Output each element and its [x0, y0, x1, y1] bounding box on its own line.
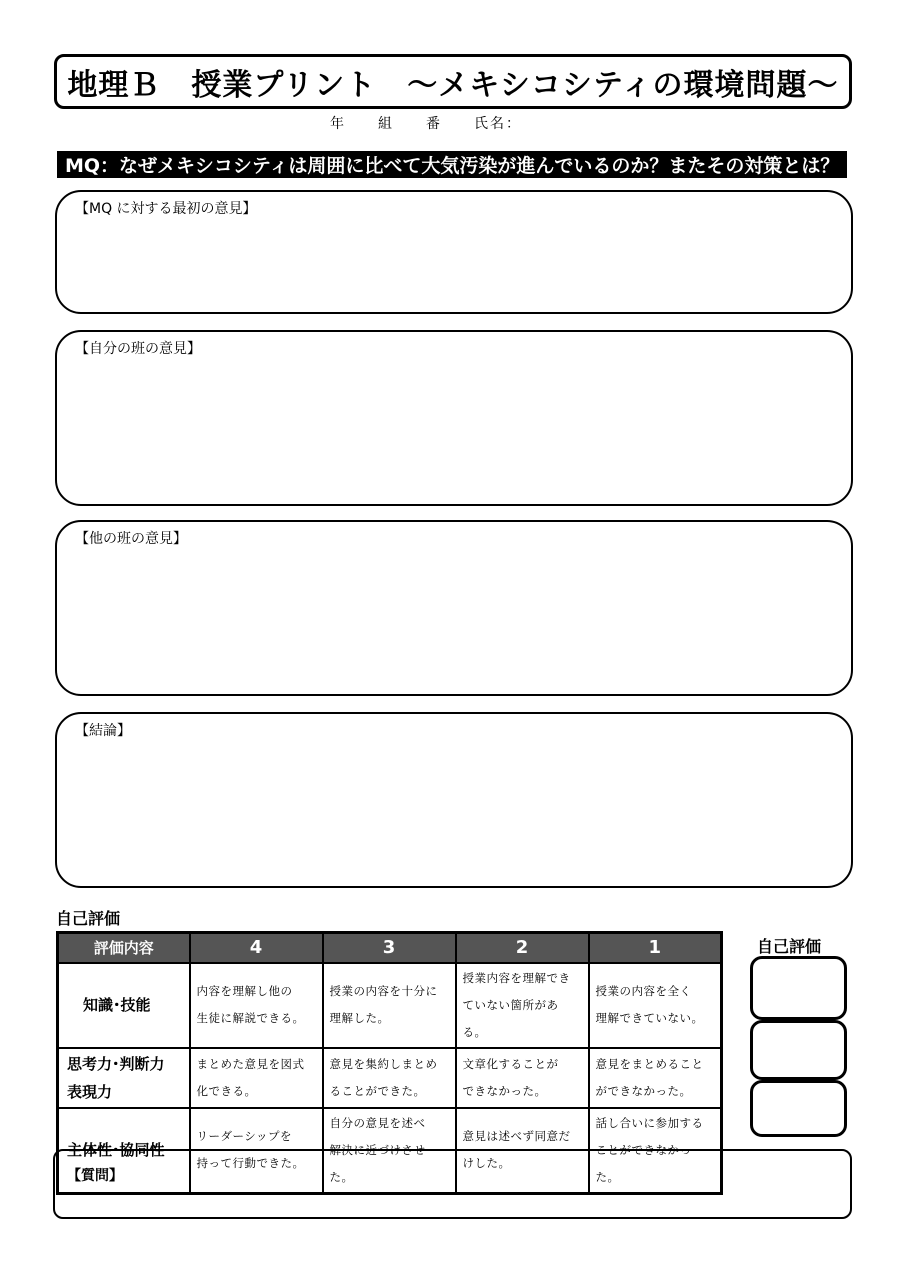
other-group-opinion-label: 【他の班の意見】	[75, 531, 187, 547]
group-opinion-box[interactable]	[55, 330, 853, 506]
rubric-cell: 授業の内容を全く 理解できていない。	[589, 963, 722, 1048]
self-evaluation-heading: 自己評価	[56, 909, 121, 928]
self-score-box-thinking[interactable]	[750, 1020, 847, 1080]
rubric-cell: 内容を理解し他の 生徒に解説できる。	[190, 963, 323, 1048]
rubric-cell: 話し合いに参加する ことができなかった。	[589, 1108, 722, 1194]
rubric-cell: 自分の意見を述べ 解決に近づけさせた。	[323, 1108, 456, 1194]
rubric-cell: 授業の内容を十分に 理解した。	[323, 963, 456, 1048]
worksheet-title: 地理Ｂ 授業プリント ～メキシコシティの環境問題～	[54, 54, 852, 109]
rubric-cell: 文章化することが できなかった。	[456, 1048, 589, 1108]
question-box[interactable]	[53, 1149, 852, 1219]
rubric-row-knowledge	[58, 963, 722, 1048]
rubric-cell: 意見は述べず同意だ けした。	[456, 1108, 589, 1194]
initial-opinion-box[interactable]	[55, 190, 853, 314]
rubric-criterion: 知識･技能	[58, 963, 190, 1048]
rubric-cell: 意見をまとめること ができなかった。	[589, 1048, 722, 1108]
initial-opinion-label: 【MQ に対する最初の意見】	[75, 201, 257, 217]
rubric-header-level-4: 4	[190, 933, 323, 963]
rubric-cell: リーダーシップを 持って行動できた。	[190, 1108, 323, 1194]
rubric-cell: 意見を集約しまとめ ることができた。	[323, 1048, 456, 1108]
rubric-criterion: 主体性･協同性	[58, 1108, 190, 1194]
self-score-label: 自己評価	[757, 937, 822, 956]
conclusion-label: 【結論】	[75, 723, 131, 739]
rubric-header-level-2: 2	[456, 933, 589, 963]
group-opinion-label: 【自分の班の意見】	[75, 341, 201, 357]
rubric-cell: まとめた意見を図式 化できる。	[190, 1048, 323, 1108]
other-group-opinion-box[interactable]	[55, 520, 853, 696]
rubric-header-level-1: 1	[589, 933, 722, 963]
question-label: 【質問】	[67, 1168, 123, 1184]
main-question-bar: MQ：なぜメキシコシティは周囲に比べて大気汚染が進んでいるのか？またその対策とは？	[57, 151, 847, 178]
rubric-cell: 授業内容を理解でき ていない箇所がある。	[456, 963, 589, 1048]
rubric-header-level-3: 3	[323, 933, 456, 963]
conclusion-box[interactable]	[55, 712, 853, 888]
rubric-row-thinking	[58, 1048, 722, 1108]
rubric-header-row	[58, 933, 722, 963]
rubric-header-criteria: 評価内容	[58, 933, 190, 963]
self-score-box-initiative[interactable]	[750, 1080, 847, 1137]
rubric-criterion: 思考力･判断力 表現力	[58, 1048, 190, 1108]
self-score-box-knowledge[interactable]	[750, 956, 847, 1020]
student-info-line: 年 組 番 氏名：	[330, 116, 522, 132]
